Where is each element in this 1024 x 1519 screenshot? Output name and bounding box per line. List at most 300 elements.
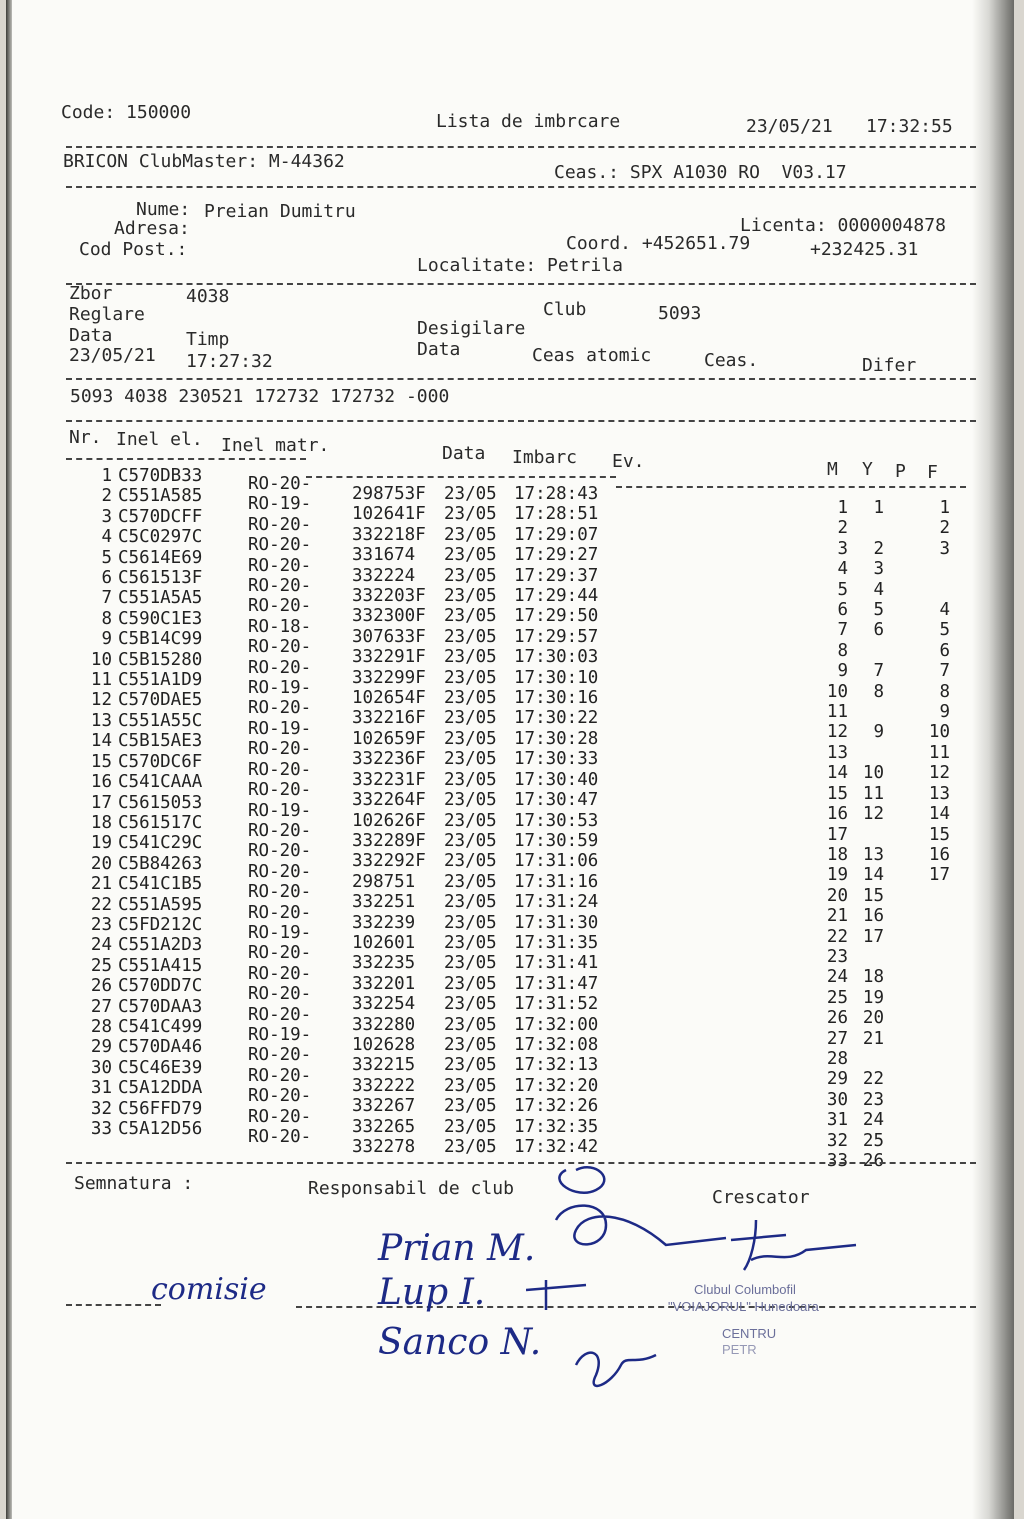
responsabil-label: Responsabil de club [308, 1178, 514, 1199]
row-number: 6 [101, 568, 112, 589]
rank-f: 2 [939, 518, 950, 539]
rank-y [856, 702, 884, 722]
rank-f: 17 [928, 865, 950, 886]
row-number: 26 [90, 976, 112, 997]
arrival-date: 23/05 [444, 810, 497, 831]
rank-f: 10 [928, 722, 950, 743]
adresa-label: Adresa: [114, 218, 190, 239]
row-number: 14 [90, 731, 112, 752]
arrival-time: 17:29:37 [514, 565, 599, 586]
divider [66, 420, 976, 422]
rank-f-column [916, 498, 950, 1171]
arrival-time: 17:28:51 [514, 504, 599, 525]
rank-m: 17 [826, 824, 848, 845]
arrival-date: 23/05 [444, 1014, 497, 1035]
rank-y: 21 [862, 1028, 884, 1049]
rank-m: 4 [837, 559, 848, 580]
ring-number: 332201 [352, 973, 416, 994]
signature-scribbles [526, 1150, 886, 1400]
arrival-date: 23/05 [444, 769, 497, 790]
row-number: 13 [90, 710, 112, 731]
ring-prefix: RO-20- [248, 576, 312, 597]
row-number: 16 [90, 772, 112, 793]
localitate: Localitate: Petrila [417, 255, 623, 276]
rank-m: 25 [826, 987, 848, 1008]
ring-electronic: C551A1D9 [118, 670, 203, 691]
ring-prefix: RO-20- [248, 1004, 312, 1025]
arrival-date: 23/05 [444, 586, 497, 607]
rank-m: 1 [837, 498, 848, 518]
divider [66, 146, 976, 148]
rank-f [916, 967, 950, 987]
ring-prefix: RO-20- [248, 1086, 312, 1107]
rank-y: 15 [862, 885, 884, 906]
rank-f: 5 [939, 620, 950, 641]
rank-f [916, 886, 950, 906]
col-y: Y [862, 459, 873, 480]
rank-f: 16 [928, 844, 950, 865]
page-right-edge [972, 0, 1014, 1519]
stamp-line-1: Clubul Columbofil [694, 1282, 796, 1297]
comisie-handwriting: comisie [151, 1272, 267, 1307]
ring-prefix: RO-20- [248, 555, 312, 576]
ring-electronic: C570DB33 [118, 466, 203, 486]
clock-id: Ceas.: SPX A1030 RO V03.17 [554, 162, 847, 183]
ring-electronic: C541C499 [118, 1016, 203, 1037]
rank-y: 2 [873, 538, 884, 559]
nume-label: Nume: [136, 199, 191, 220]
arrival-date: 23/05 [444, 524, 497, 545]
rank-y: 20 [862, 1008, 884, 1029]
arrival-time: 17:30:10 [514, 667, 599, 688]
col-p: P [895, 461, 906, 482]
signature-1-name: Prian M. [378, 1228, 536, 1269]
arrival-date: 23/05 [444, 1075, 497, 1096]
ring-number: 332239 [352, 912, 416, 933]
rank-y: 1 [873, 498, 884, 518]
row-number: 27 [90, 996, 112, 1017]
divider [66, 458, 306, 460]
signature-3-name: Sanco N. [378, 1322, 542, 1363]
desigilare-label: Desigilare [417, 318, 526, 339]
ring-prefix: RO-19- [248, 1024, 312, 1045]
rank-f: 1 [939, 498, 950, 518]
arrival-time: 17:31:06 [514, 851, 599, 872]
arrival-date: 23/05 [444, 830, 497, 851]
row-number: 2 [101, 486, 112, 507]
rank-m: 16 [826, 804, 848, 825]
arrival-time: 17:30:47 [514, 790, 599, 811]
ring-prefix: RO-20- [248, 1106, 312, 1127]
row-number: 19 [90, 833, 112, 854]
col-imbarc: Imbarc [512, 447, 578, 468]
rank-y: 18 [862, 967, 884, 988]
rank-y: 8 [873, 681, 884, 702]
zbor-label: Zbor [69, 283, 113, 304]
arrival-date: 23/05 [444, 994, 497, 1015]
arrival-time: 17:32:42 [514, 1137, 599, 1157]
arrival-date-column [444, 484, 497, 1157]
arrival-time: 17:31:52 [514, 994, 599, 1015]
ring-electronic: C551A55C [118, 710, 203, 731]
rank-m: 9 [837, 661, 848, 682]
rank-m: 6 [837, 600, 848, 621]
reglare-label: Reglare [69, 304, 145, 325]
rank-y: 12 [862, 804, 884, 825]
ring-electronic: C5B84263 [118, 853, 203, 874]
club-label: Club [543, 299, 587, 320]
coordinates: Coord. +452651.79 [566, 233, 751, 254]
arrival-date: 23/05 [444, 1055, 497, 1076]
arrival-time: 17:32:26 [514, 1096, 599, 1117]
ring-electronic: C56FFD79 [118, 1098, 203, 1119]
rank-y: 26 [862, 1151, 884, 1171]
divider [66, 1304, 161, 1306]
rank-m: 7 [837, 620, 848, 641]
row-number: 32 [90, 1098, 112, 1119]
ring-prefix: RO-20- [248, 514, 312, 535]
ring-number: 102601 [352, 932, 416, 953]
ring-number: 332231F [352, 769, 426, 790]
rank-f: 15 [928, 824, 950, 845]
ring-number: 331674 [352, 545, 416, 566]
row-number-column [78, 466, 112, 1139]
row-number: 4 [101, 527, 112, 548]
rank-y-column [856, 498, 884, 1171]
arrival-date: 23/05 [444, 484, 497, 504]
rank-y: 9 [873, 722, 884, 743]
rank-m: 31 [826, 1110, 848, 1131]
rank-y: 11 [862, 783, 884, 804]
ring-number: 332215 [352, 1055, 416, 1076]
ring-prefix: RO-20- [248, 984, 312, 1005]
ring-electronic: C570DA46 [118, 1037, 203, 1058]
ring-prefix: RO-20- [248, 861, 312, 882]
ring-electronic: C570DAA3 [118, 996, 203, 1017]
row-number: 23 [90, 914, 112, 935]
arrival-time: 17:29:07 [514, 524, 599, 545]
arrival-date: 23/05 [444, 504, 497, 525]
ring-prefix: RO-19- [248, 494, 312, 515]
arrival-time: 17:29:50 [514, 606, 599, 627]
arrival-time: 17:31:24 [514, 892, 599, 913]
ring-electronic: C5C0297C [118, 527, 203, 548]
ring-number: 332236F [352, 749, 426, 770]
ring-prefix: RO-20- [248, 963, 312, 984]
arrival-time-column [514, 484, 598, 1157]
divider [616, 486, 966, 488]
rank-f: 7 [939, 661, 950, 682]
arrival-date: 23/05 [444, 667, 497, 688]
rank-y: 7 [873, 661, 884, 682]
ring-electronic: C5614E69 [118, 547, 203, 568]
arrival-time: 17:30:59 [514, 830, 599, 851]
arrival-date: 23/05 [444, 626, 497, 647]
divider [306, 476, 616, 478]
rank-m: 19 [826, 865, 848, 886]
row-number: 12 [90, 690, 112, 711]
ring-prefix: RO-20- [248, 820, 312, 841]
ring-number: 332216F [352, 708, 426, 729]
ring-prefix: RO-19- [248, 922, 312, 943]
divider [66, 378, 976, 380]
rank-m: 29 [826, 1069, 848, 1090]
print-time: 17:32:55 [866, 116, 953, 137]
row-number: 21 [90, 874, 112, 895]
rank-m: 10 [826, 681, 848, 702]
col-data: Data [442, 443, 486, 464]
ring-prefix: RO-19- [248, 800, 312, 821]
stamp-line-2: "VOIAJORUL" Hunedoara [668, 1299, 819, 1314]
ring-number: 102628 [352, 1034, 416, 1055]
rank-y: 6 [873, 620, 884, 641]
arrival-time: 17:32:20 [514, 1075, 599, 1096]
ring-prefix: RO-20- [248, 739, 312, 760]
ring-electronic: C5615053 [118, 792, 203, 813]
rank-m: 3 [837, 538, 848, 559]
rank-f [916, 580, 950, 600]
ring-number: 332251 [352, 892, 416, 913]
arrival-date: 23/05 [444, 545, 497, 566]
rank-y: 22 [862, 1069, 884, 1090]
difer-label: Difer [862, 355, 917, 376]
ring-number: 332292F [352, 851, 426, 872]
arrival-time: 17:32:00 [514, 1014, 599, 1035]
ring-prefix: RO-20- [248, 780, 312, 801]
rank-y: 19 [862, 987, 884, 1008]
arrival-date: 23/05 [444, 1034, 497, 1055]
rank-f [916, 559, 950, 579]
ring-electronic: C5A12D56 [118, 1119, 203, 1139]
owner-name: Preian Dumitru [204, 201, 356, 222]
col-nr: Nr. [69, 427, 102, 448]
ring-electronic: C570DCFF [118, 506, 203, 527]
row-number: 3 [101, 506, 112, 527]
arrival-time: 17:31:30 [514, 912, 599, 933]
arrival-date: 23/05 [444, 688, 497, 709]
arrival-time: 17:29:27 [514, 545, 599, 566]
arrival-date: 23/05 [444, 1096, 497, 1117]
rank-m: 26 [826, 1008, 848, 1029]
stamp-line-3: CENTRU [722, 1326, 777, 1341]
rank-m: 2 [837, 518, 848, 539]
row-number: 30 [90, 1057, 112, 1078]
rank-m: 14 [826, 763, 848, 784]
rank-f: 4 [939, 600, 950, 621]
arrival-time: 17:32:13 [514, 1055, 599, 1076]
rank-f [916, 1008, 950, 1028]
rank-y: 4 [873, 579, 884, 600]
ring-electronic: C541C29C [118, 833, 203, 854]
rank-m: 20 [826, 885, 848, 906]
rank-f [916, 947, 950, 967]
ring-electronic: C570DD7C [118, 976, 203, 997]
ring-prefix: RO-19- [248, 678, 312, 699]
arrival-time: 17:32:35 [514, 1116, 599, 1137]
rank-m: 12 [826, 722, 848, 743]
ring-number: 298751 [352, 871, 416, 892]
row-number: 10 [90, 649, 112, 670]
ring-electronic: C541CAAA [118, 772, 203, 793]
arrival-time: 17:31:47 [514, 973, 599, 994]
ring-prefix: RO-20- [248, 1045, 312, 1066]
rank-f [916, 1029, 950, 1049]
col-ev: Ev. [612, 451, 645, 472]
arrival-time: 17:31:35 [514, 932, 599, 953]
rank-y: 3 [873, 559, 884, 580]
ring-electronic: C551A415 [118, 955, 203, 976]
rank-y: 10 [862, 763, 884, 784]
data-label: Data [69, 325, 113, 346]
ring-prefix: RO-20- [248, 535, 312, 556]
rank-m: 28 [826, 1048, 848, 1069]
rank-m: 24 [826, 967, 848, 988]
rank-y: 23 [862, 1089, 884, 1110]
ring-electronic: C5FD212C [118, 914, 203, 935]
rank-y: 24 [862, 1110, 884, 1131]
rank-f: 8 [939, 681, 950, 702]
arrival-time: 17:28:43 [514, 484, 599, 504]
arrival-date: 23/05 [444, 565, 497, 586]
rank-f: 13 [928, 783, 950, 804]
row-number: 11 [90, 670, 112, 691]
ring-number: 102659F [352, 728, 426, 749]
crescator-label: Crescator [712, 1187, 810, 1208]
signature-2-name: Lup I. [378, 1272, 486, 1313]
ring-electronic: C561513F [118, 568, 203, 589]
summary-line: 5093 4038 230521 172732 172732 -000 [70, 386, 450, 407]
rank-y [856, 1049, 884, 1069]
row-number: 29 [90, 1037, 112, 1058]
ring-electronic: C561517C [118, 812, 203, 833]
ring-number: 332203F [352, 586, 426, 607]
rank-f: 12 [928, 763, 950, 784]
arrival-time: 17:29:44 [514, 586, 599, 607]
arrival-date: 23/05 [444, 871, 497, 892]
rank-f [916, 1131, 950, 1151]
ring-electronic: C551A585 [118, 486, 203, 507]
ring-number: 332265 [352, 1116, 416, 1137]
rank-m: 11 [826, 702, 848, 723]
ceas-atomic-label: Ceas atomic [532, 345, 652, 366]
row-number: 18 [90, 812, 112, 833]
ring-number: 332254 [352, 994, 416, 1015]
rank-m: 15 [826, 783, 848, 804]
divider [66, 186, 976, 188]
ring-electronic: C5B15AE3 [118, 731, 203, 752]
ring-electronic: C5B14C99 [118, 629, 203, 650]
arrival-date: 23/05 [444, 851, 497, 872]
ring-number: 102626F [352, 810, 426, 831]
rank-y: 5 [873, 600, 884, 621]
ring-number: 332280 [352, 1014, 416, 1035]
col-m: M [827, 459, 838, 480]
ring-prefix: RO-20- [248, 759, 312, 780]
ring-number: 332299F [352, 667, 426, 688]
ring-number: 332267 [352, 1096, 416, 1117]
code-label: Code: 150000 [61, 102, 192, 123]
ring-number: 332291F [352, 647, 426, 668]
rank-f [916, 1090, 950, 1110]
row-number: 7 [101, 588, 112, 609]
row-number: 20 [90, 853, 112, 874]
rank-m: 32 [826, 1130, 848, 1151]
rank-y: 14 [862, 865, 884, 886]
rank-f: 3 [939, 538, 950, 559]
arrival-time: 17:31:16 [514, 871, 599, 892]
semnatura-label: Semnatura : [74, 1173, 194, 1194]
clubmaster-id: BRICON ClubMaster: M-44362 [63, 151, 345, 172]
rank-m: 5 [837, 579, 848, 600]
rank-m: 33 [826, 1151, 848, 1171]
ring-electronic-column [118, 466, 202, 1139]
ring-prefix-column [248, 474, 311, 1147]
desigilare-data-label: Data [417, 339, 461, 360]
rank-y: 13 [862, 844, 884, 865]
arrival-time: 17:30:40 [514, 769, 599, 790]
ring-prefix: RO-20- [248, 637, 312, 658]
rank-m: 8 [837, 640, 848, 661]
club-value: 5093 [658, 303, 702, 324]
ring-number: 332222 [352, 1075, 416, 1096]
rank-y: 17 [862, 926, 884, 947]
ring-prefix: RO-20- [248, 1065, 312, 1086]
document-title: Lista de imbrcare [436, 111, 621, 132]
divider [66, 283, 976, 285]
ring-electronic: C551A595 [118, 894, 203, 915]
ring-electronic: C570DAE5 [118, 690, 203, 711]
rank-y [856, 825, 884, 845]
row-number: 17 [90, 792, 112, 813]
arrival-date: 23/05 [444, 606, 497, 627]
arrival-date: 23/05 [444, 708, 497, 729]
rank-y: 25 [862, 1130, 884, 1151]
ring-number: 307633F [352, 626, 426, 647]
rank-f [916, 988, 950, 1008]
row-number: 1 [101, 466, 112, 486]
ring-prefix: RO-20- [248, 841, 312, 862]
arrival-date: 23/05 [444, 749, 497, 770]
row-number: 8 [101, 608, 112, 629]
rank-y [856, 518, 884, 538]
ring-prefix: RO-18- [248, 616, 312, 637]
arrival-date: 23/05 [444, 728, 497, 749]
row-number: 31 [90, 1078, 112, 1099]
rank-m: 27 [826, 1028, 848, 1049]
arrival-time: 17:32:08 [514, 1034, 599, 1055]
ring-number: 332264F [352, 790, 426, 811]
rank-y [856, 947, 884, 967]
row-number: 22 [90, 894, 112, 915]
row-number: 15 [90, 751, 112, 772]
row-number: 24 [90, 935, 112, 956]
rank-y [856, 641, 884, 661]
col-inel-matr: Inel matr. [221, 435, 330, 456]
arrival-time: 17:29:57 [514, 626, 599, 647]
ring-number: 298753F [352, 484, 426, 504]
rank-f: 6 [939, 640, 950, 661]
rank-y [856, 743, 884, 763]
col-f: F [927, 462, 938, 483]
ring-electronic: C5B15280 [118, 649, 203, 670]
arrival-date: 23/05 [444, 912, 497, 933]
ring-electronic: C5A12DDA [118, 1078, 203, 1099]
ring-prefix: RO-19- [248, 718, 312, 739]
rank-f: 9 [939, 702, 950, 723]
ring-prefix: RO-20- [248, 882, 312, 903]
rank-f [916, 1069, 950, 1089]
coordinates-2: +232425.31 [810, 239, 919, 260]
